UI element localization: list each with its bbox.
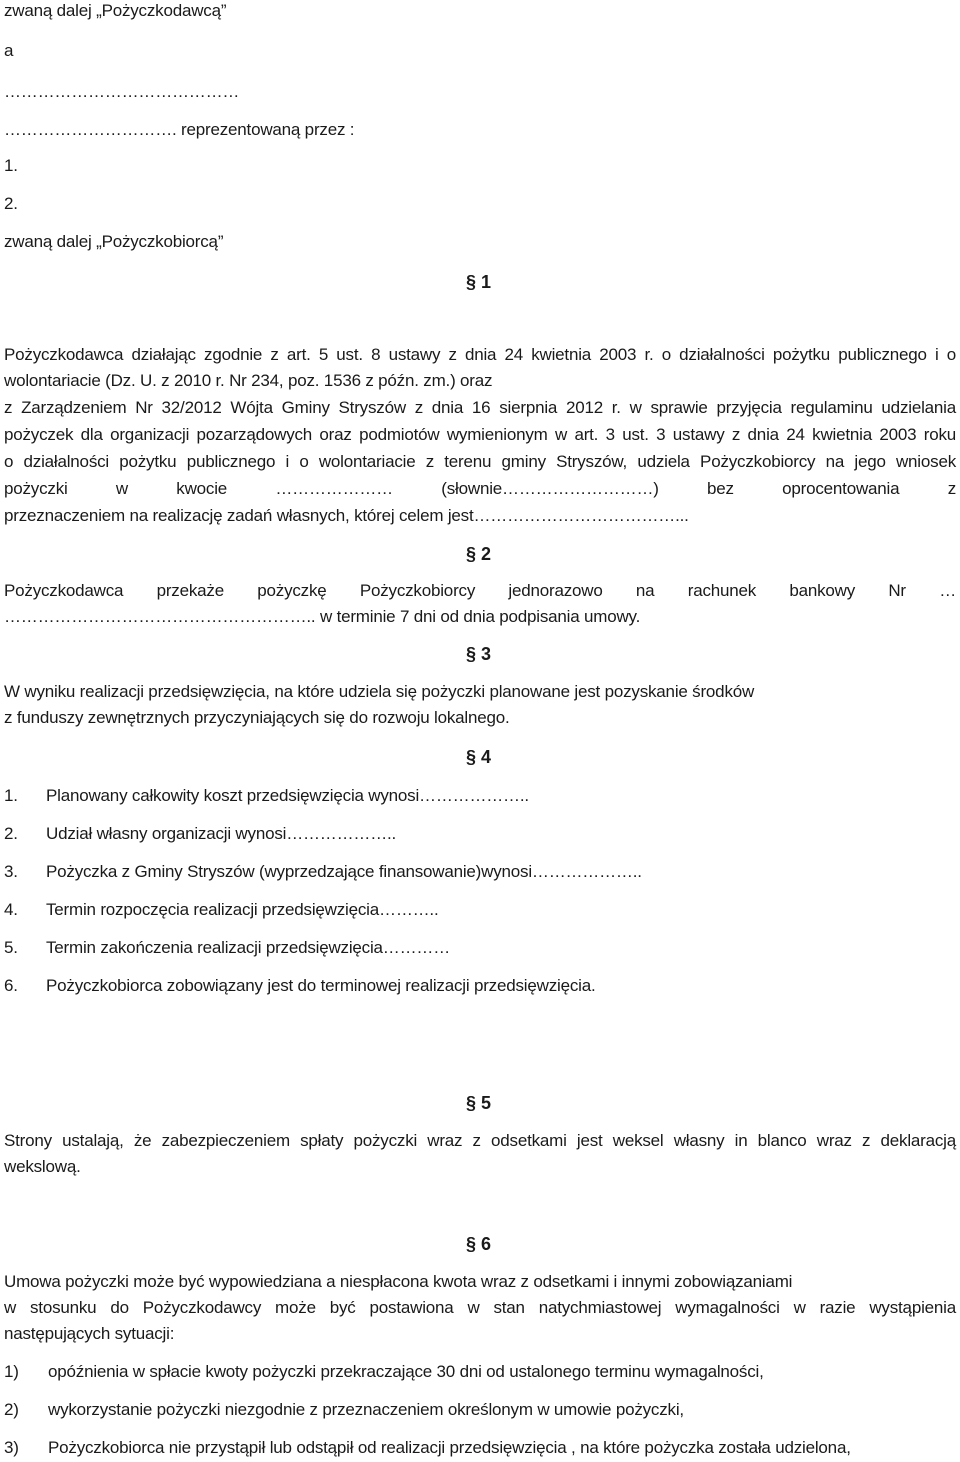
list-item (4, 785, 529, 807)
representative-2: 2. (4, 194, 18, 213)
borrower-alias: zwaną dalej „Pożyczkobiorcą” (4, 232, 224, 251)
lender-alias: zwaną dalej „Pożyczkodawcą” (4, 1, 227, 20)
section-6-heading: § 6 (466, 1234, 492, 1254)
section-1-line: Pożyczkodawca działając zgodnie z art. 5 ust. 8 ustawy z dnia 24 kwietnia 2003 r. o działalności pożytku publicznego i o (4, 345, 956, 364)
list-item (4, 899, 438, 921)
section-1-line: o działalności pożytku publicznego i o wolontariacie z terenu gminy Stryszów, udziela Pożyczkobiorcy na jego wniosek (4, 452, 956, 471)
list-item (4, 1361, 764, 1383)
list-item (4, 1399, 684, 1421)
list-item-text: Pożyczkobiorca nie przystąpił lub odstąpił od realizacji przedsięwzięcia , na które pożyczka została udzielona, (48, 1438, 851, 1457)
list-item-text: Planowany całkowity koszt przedsięwzięcia wynosi……………….. (46, 786, 529, 805)
section-2-heading: § 2 (466, 544, 492, 564)
section-3-heading: § 3 (466, 644, 492, 664)
section-1-line: przeznaczeniem na realizację zadań własnych, której celem jest………………………………... (4, 506, 689, 525)
list-item-number: 1) (4, 1362, 19, 1381)
list-item-text: Udział własny organizacji wynosi……………….. (46, 824, 397, 843)
section-3-line: z funduszy zewnętrznych przyczyniających się do rozwoju lokalnego. (4, 708, 510, 727)
section-1-heading: § 1 (466, 272, 492, 292)
section-6-line: Umowa pożyczki może być wypowiedziana a niespłacona kwota wraz z odsetkami i innymi zobowiązaniami (4, 1272, 793, 1291)
list-item-text: Termin zakończenia realizacji przedsięwzięcia………… (46, 938, 451, 957)
list-item (4, 1437, 851, 1459)
list-item-number: 1. (4, 786, 18, 805)
list-item-text: Termin rozpoczęcia realizacji przedsięwzięcia……….. (46, 900, 439, 919)
list-item (4, 975, 595, 997)
list-item (4, 861, 642, 883)
list-item-text: opóźnienia w spłacie kwoty pożyczki przekraczające 30 dni od ustalonego terminu wymagalności, (48, 1362, 764, 1381)
list-item-number: 3. (4, 862, 18, 881)
section-6-line: następujących sytuacji: (4, 1324, 175, 1343)
list-item (4, 937, 450, 959)
list-item-number: 4. (4, 900, 18, 919)
list-item-number: 2. (4, 824, 18, 843)
section-5-line: wekslową. (4, 1157, 81, 1176)
section-5-heading: § 5 (466, 1093, 492, 1113)
list-item-text: Pożyczka z Gminy Stryszów (wyprzedzające finansowanie)wynosi……………….. (46, 862, 642, 881)
section-3-line: W wyniku realizacji przedsięwzięcia, na które udziela się pożyczki planowane jest pozyskanie środków (4, 682, 755, 701)
section-1-line: z Zarządzeniem Nr 32/2012 Wójta Gminy Stryszów z dnia 16 sierpnia 2012 r. w sprawie przyjęcia regulaminu udzielania (4, 398, 956, 417)
section-6-line: w stosunku do Pożyczkodawcy może być postawiona w stan natychmiastowej wymagalności w razie wystąpienia (4, 1298, 956, 1317)
section-2-line: Pożyczkodawca przekaże pożyczkę Pożyczkobiorcy jednorazowo na rachunek bankowy Nr … (4, 581, 956, 600)
borrower-represented-by: …………………………. reprezentowaną przez : (4, 120, 355, 139)
section-2-line: ……………………………………………….. w terminie 7 dni od dnia podpisania umowy. (4, 607, 641, 626)
list-item-number: 6. (4, 976, 18, 995)
and-conjunction: a (4, 41, 14, 60)
list-item (4, 823, 396, 845)
section-1-line: wolontariacie (Dz. U. z 2010 r. Nr 234, poz. 1536 z późn. zm.) oraz (4, 371, 493, 390)
list-item-number: 5. (4, 938, 18, 957)
list-item-text: wykorzystanie pożyczki niezgodnie z przeznaczeniem określonym w umowie pożyczki, (48, 1400, 684, 1419)
list-item-number: 3) (4, 1438, 19, 1457)
list-item-text: Pożyczkobiorca zobowiązany jest do terminowej realizacji przedsięwzięcia. (46, 976, 596, 995)
borrower-name-blank: …………………………………… (4, 82, 240, 101)
section-5-line: Strony ustalają, że zabezpieczeniem spłaty pożyczki wraz z odsetkami jest weksel własny in blanco wraz z deklaracją (4, 1131, 956, 1150)
section-1-line: pożyczki w kwocie ………………… (słownie………………………) bez oprocentowania z (4, 479, 956, 498)
list-item-number: 2) (4, 1400, 19, 1419)
representative-1: 1. (4, 156, 18, 175)
section-1-line: pożyczek dla organizacji pozarządowych oraz podmiotów wymienionym w art. 3 ust. 3 ustawy z dnia 24 kwietnia 2003 roku (4, 425, 956, 444)
section-4-heading: § 4 (466, 747, 492, 767)
